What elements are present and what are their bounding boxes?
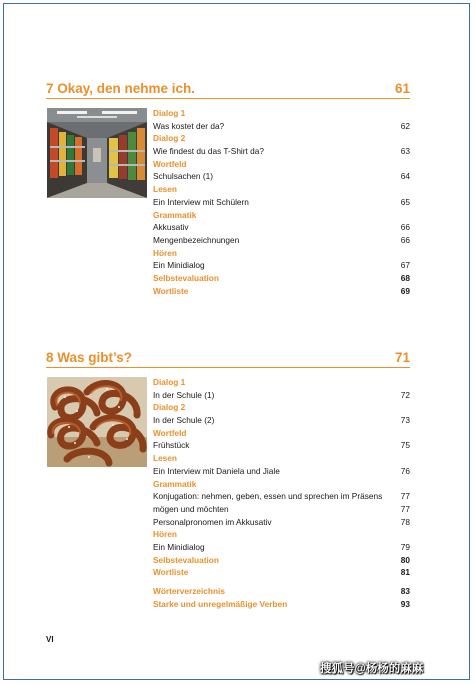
toc-page-number: 67 [400,260,410,271]
toc-section[interactable]: Grammatik [153,209,197,220]
toc-entry[interactable]: Mengenbezeichnungen 66 [153,234,410,245]
toc-page-number: 73 [400,415,410,426]
toc-entry[interactable]: In der Schule (1) 72 [153,389,410,400]
toc-section[interactable]: Lesen [153,453,177,464]
supermarket-photo [47,108,147,198]
toc-page-number: 75 [400,440,410,451]
toc-section[interactable]: Dialog 2 [153,133,186,144]
toc-page-number: 72 [400,389,410,400]
chapter-8-header [46,349,410,368]
toc-section[interactable]: Selbstevaluation 80 [153,554,410,565]
toc-page-number: 64 [400,171,410,182]
toc-page-number: 83 [400,586,410,596]
toc-page-number: 80 [400,554,410,565]
toc-section[interactable]: Wortfeld [153,427,187,438]
pretzels-photo [47,377,147,467]
toc-appendix-entry[interactable]: Starke und unregelmäßige Verben 93 [153,598,410,609]
toc-page-number: 66 [400,234,410,245]
page-number: VI [46,635,54,644]
toc-section[interactable]: Wortliste 81 [153,567,410,578]
toc-entry[interactable]: mögen und möchten 77 [153,503,410,514]
chapter-8-contents [153,376,410,610]
toc-section[interactable]: Dialog 1 [153,108,186,118]
toc-appendix-entry[interactable]: Wörterverzeichnis 83 [153,586,410,596]
toc-section[interactable]: Wortliste 69 [153,285,410,296]
toc-page-number: 77 [400,503,410,514]
toc-section[interactable]: Wortfeld [153,158,187,169]
toc-entry[interactable]: Ein Minidialog 67 [153,260,410,271]
toc-page-number: 81 [400,567,410,578]
chapter-7-header [46,80,410,99]
chapter-title: 7 Okay, den nehme ich. [46,81,196,96]
toc-page-number: 79 [400,541,410,552]
toc-page-number: 69 [400,285,410,296]
toc-section[interactable]: Hören [153,247,177,258]
toc-section[interactable]: Dialog 2 [153,402,186,413]
toc-entry[interactable]: Ein Interview mit Daniela und Jiale 76 [153,465,410,476]
toc-entry[interactable]: Akkusativ 66 [153,222,410,233]
toc-page-number: 68 [400,272,410,283]
chapter-7-contents [153,107,410,297]
toc-entry[interactable]: In der Schule (2) 73 [153,415,410,426]
toc-page-number: 62 [400,120,410,131]
toc-section[interactable]: Lesen [153,184,177,195]
chapter-title: 8 Was gibt’s? [46,350,133,365]
toc-page-number: 63 [400,146,410,157]
toc-page-number: 65 [400,196,410,207]
toc-section[interactable]: Dialog 1 [153,377,186,387]
toc-entry[interactable]: Ein Interview mit Schülern 65 [153,196,410,207]
chapter-page-number: 61 [394,81,410,96]
toc-entry[interactable]: Personalpronomen im Akkusativ 78 [153,516,410,527]
toc-section[interactable]: Hören [153,529,177,540]
toc-page-number: 66 [400,222,410,233]
toc-page-number: 93 [400,598,410,609]
toc-section[interactable]: Grammatik [153,478,197,489]
toc-entry[interactable]: Frühstück 75 [153,440,410,451]
toc-section[interactable]: Selbstevaluation 68 [153,272,410,283]
watermark: 搜狐号@杨杨的麻麻 [320,663,424,675]
toc-page-number: 78 [400,516,410,527]
toc-entry[interactable]: Schulsachen (1) 64 [153,171,410,182]
chapter-page-number: 71 [394,350,410,365]
toc-page-number: 77 [400,491,410,502]
toc-page-number: 76 [400,465,410,476]
toc-entry[interactable]: Was kostet der da? 62 [153,120,410,131]
toc-entry[interactable]: Ein Minidialog 79 [153,541,410,552]
toc-entry[interactable]: Konjugation: nehmen, geben, essen und sprechen im Präsens 77 [153,491,410,502]
toc-entry[interactable]: Wie findest du das T-Shirt da? 63 [153,146,410,157]
